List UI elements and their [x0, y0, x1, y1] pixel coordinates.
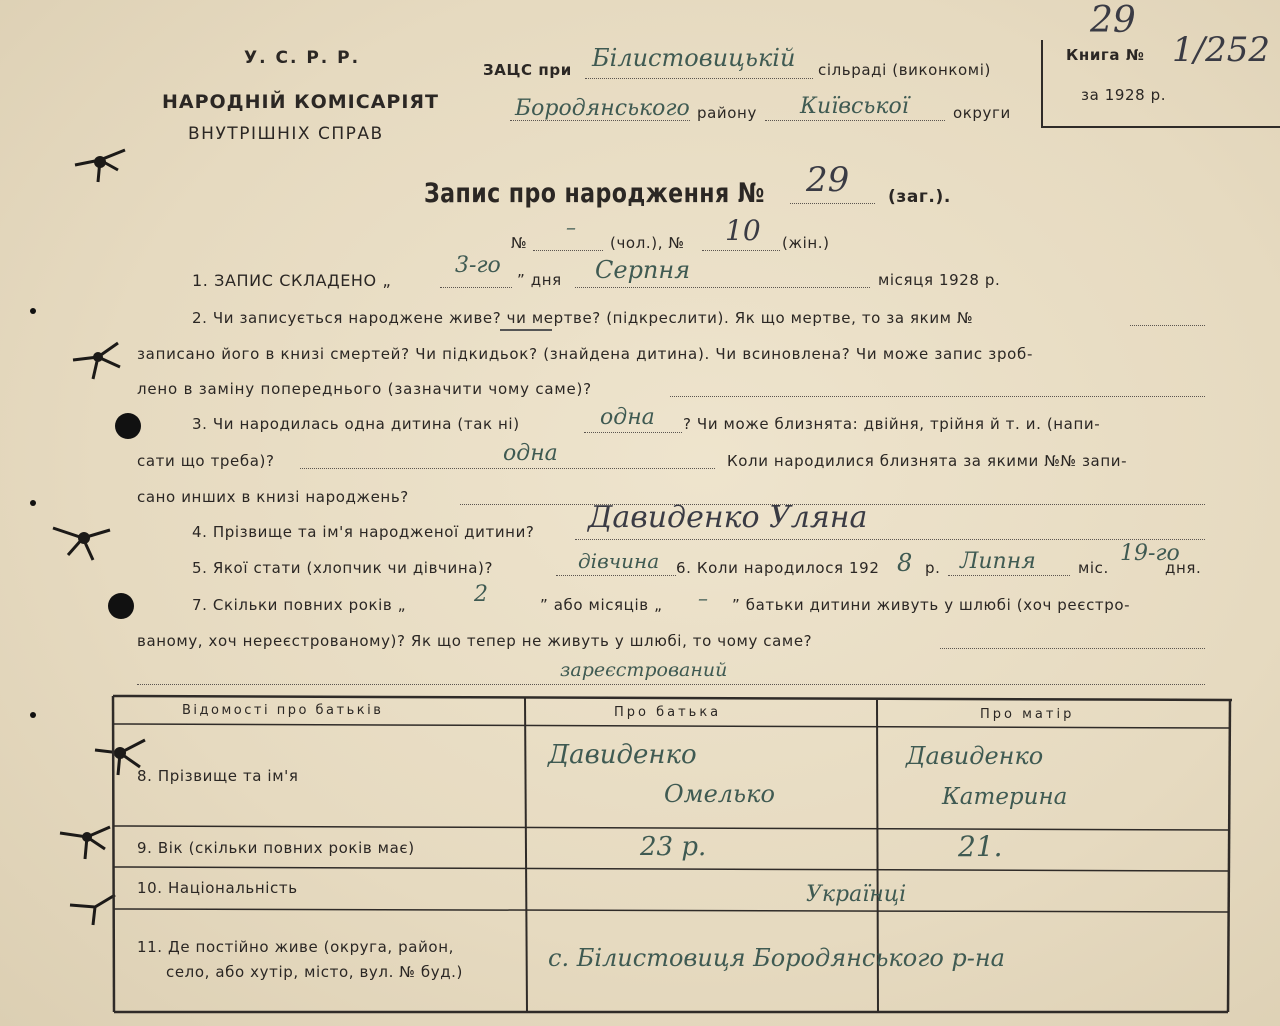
field1-day: 3-го	[455, 253, 501, 278]
field6-r: р.	[925, 559, 941, 577]
field3-line2b: Коли народилися близнята за якими №№ запи-	[727, 452, 1128, 470]
mother-firstname: Катерина	[942, 784, 1068, 810]
father-age: 23 р.	[640, 832, 707, 862]
record-number: 29	[806, 160, 850, 200]
record-suffix: (заг.).	[888, 187, 951, 207]
married-months: –	[698, 586, 708, 610]
residence-value: с. Білистовиця Бородянського р-на	[548, 944, 1005, 972]
field3-hand2: одна	[503, 441, 558, 466]
zags-suffix: сільраді (виконкомі)	[818, 61, 991, 79]
field1-month: Серпня	[595, 256, 691, 284]
okrug-label: округи	[953, 104, 1011, 122]
birth-day: 19-го	[1120, 541, 1180, 566]
field3-line2a: сати що треба)?	[137, 452, 275, 470]
field7-line1c: ” батьки дитини живуть у шлюбі (хоч реєстро-	[732, 596, 1131, 614]
field3-hand1: одна	[600, 405, 655, 430]
table-header-mother: Про матір	[980, 707, 1075, 722]
field5-label: 5. Якої стати (хлопчик чи дівчина)?	[192, 559, 494, 577]
book-number: 1/252	[1172, 30, 1270, 70]
corner-number: 29	[1090, 0, 1136, 41]
field3-line1a: 3. Чи народилась одна дитина (так ні)	[192, 415, 520, 433]
commissariat-label: НАРОДНІЙ КОМІСАРІЯТ	[162, 91, 439, 113]
mother-surname: Давиденко	[906, 742, 1044, 770]
nationality-value: Українці	[806, 882, 907, 907]
field4-label: 4. Прізвище та ім'я народженої дитини?	[192, 523, 535, 541]
field7-line1a: 7. Скільки повних років „	[192, 596, 407, 614]
female-label: (жін.)	[782, 234, 830, 252]
field2-line3: лено в заміну попереднього (зазначити чому саме)?	[137, 380, 592, 398]
field2-line2: записано його в книзі смертей? Чи підкидьок? (знайдена дитина). Чи всиновлена? Чи може запис зроб-	[137, 345, 1034, 363]
field6-dnya: дня.	[1165, 559, 1202, 577]
book-label: Книга №	[1066, 46, 1145, 64]
female-number: 10	[725, 214, 761, 247]
father-firstname: Омелько	[664, 780, 775, 808]
book-year: за 1928 р.	[1081, 86, 1167, 104]
field1-label: 1. ЗАПИС СКЛАДЕНО „	[192, 271, 392, 290]
field2-line1: 2. Чи записується народжене живе? чи мертве? (підкреслити). Як що мертве, то за яким №	[192, 309, 974, 327]
married-years: 2	[474, 582, 488, 607]
mother-age: 21.	[958, 830, 1003, 863]
district-value: Бородянського	[515, 96, 690, 121]
field3-line1b: ? Чи може близнята: двійня, трійня й т. и. (напи-	[683, 415, 1101, 433]
record-title: Запис про народження №	[424, 178, 765, 209]
male-number: –	[566, 215, 576, 239]
zags-prefix: ЗАЦС при	[483, 61, 572, 79]
no-label: №	[511, 234, 528, 252]
field1-day-label: ” дня	[517, 271, 562, 289]
table-header-father: Про батька	[614, 705, 722, 720]
row-residence-label-1: 11. Де постійно живе (округа, район,	[137, 938, 454, 956]
birth-year-digit: 8	[897, 549, 913, 577]
birth-month: Липня	[960, 549, 1036, 574]
row-residence-label-2: село, або хутір, місто, вул. № буд.)	[166, 963, 463, 981]
field7-line2: ваному, хоч нереєстрованому)? Як що тепер не живуть у шлюбі, то чому саме?	[137, 632, 813, 650]
district-label: району	[697, 104, 757, 122]
row-age-label: 9. Вік (скільки повних років має)	[137, 839, 415, 857]
child-sex: дівчина	[578, 549, 660, 573]
department-label: ВНУТРІШНІХ СПРАВ	[188, 124, 384, 144]
zags-village: Білистовицькій	[592, 44, 796, 72]
child-name: Давиденко Уляна	[588, 500, 868, 535]
field6-label: 6. Коли народилося 192	[676, 559, 880, 577]
male-label: (чол.), №	[610, 234, 685, 252]
marriage-status: зареєстрований	[560, 659, 728, 681]
row-nationality-label: 10. Національність	[137, 879, 298, 897]
country-label: У. С. Р. Р.	[244, 48, 361, 68]
field3-line3: сано инших в книзі народжень?	[137, 488, 409, 506]
field1-month-label: місяця 1928 р.	[878, 271, 1001, 289]
table-header-info: Відомості про батьків	[182, 703, 384, 718]
field6-mis: міс.	[1078, 559, 1109, 577]
field7-line1b: ” або місяців „	[540, 596, 663, 614]
row-name-label: 8. Прізвище та ім'я	[137, 767, 299, 785]
father-surname: Давиденко	[548, 740, 697, 770]
okrug-value: Київської	[800, 94, 909, 119]
